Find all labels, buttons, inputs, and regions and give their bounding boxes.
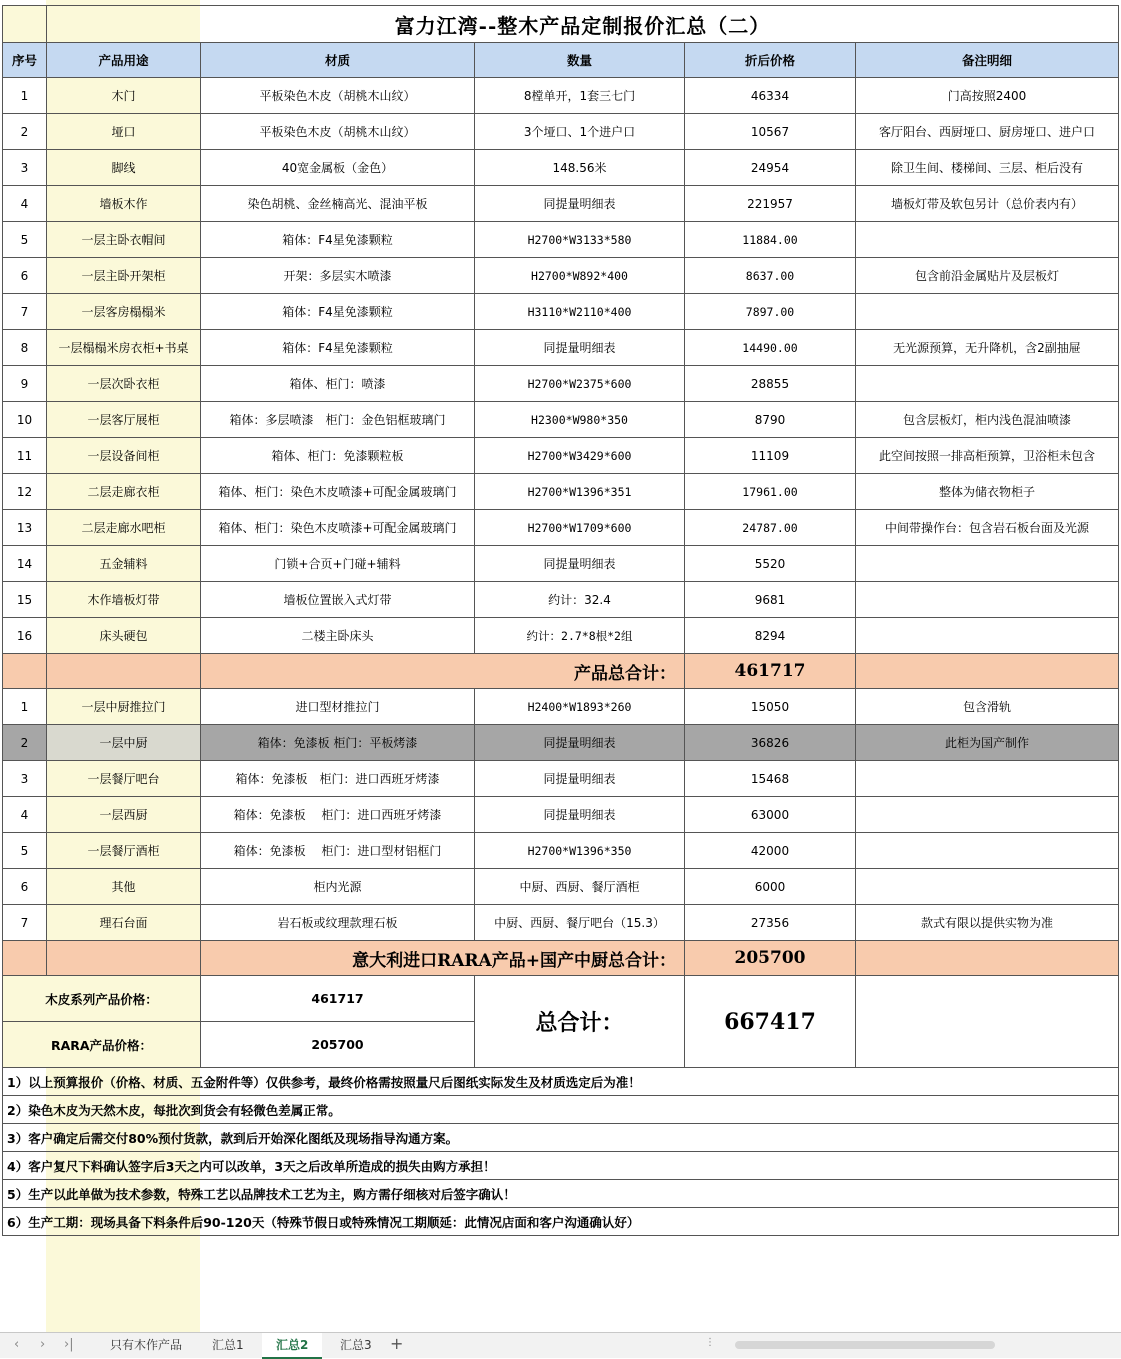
cell-quantity[interactable]: 约计：2.7*8根*2组 (475, 618, 685, 654)
cell-index[interactable]: 5 (3, 222, 47, 258)
cell-remark[interactable]: 包含层板灯，柜内浅色混油喷漆 (856, 402, 1119, 438)
horizontal-scrollbar[interactable] (735, 1341, 995, 1349)
column-header[interactable]: 数量 (475, 43, 685, 78)
grand-total-label[interactable]: 总合计： (475, 976, 685, 1068)
cell-remark[interactable]: 门高按照2400 (856, 78, 1119, 114)
cell-price[interactable]: 17961.00 (685, 474, 856, 510)
column-header[interactable]: 序号 (3, 43, 47, 78)
cell-material[interactable]: 墙板位置嵌入式灯带 (201, 582, 475, 618)
quote-table (2, 5, 1119, 1236)
cell-material[interactable]: 箱体：免漆板 柜门：进口西班牙烤漆 (201, 761, 475, 797)
cell-material[interactable]: 40宽金属板（金色） (201, 150, 475, 186)
note-text[interactable]: 5）生产以此单做为技术参数，特殊工艺以品牌技术工艺为主，购方需仔细核对后签字确认！ (3, 1180, 1119, 1208)
cell-remark[interactable]: 整体为储衣物柜子 (856, 474, 1119, 510)
cell-material[interactable]: 箱体：F4星免漆颗粒 (201, 222, 475, 258)
subtotal-row-1 (3, 654, 1119, 689)
cell-remark[interactable]: 无光源预算，无升降机，含2副抽屉 (856, 330, 1119, 366)
cell-price[interactable]: 14490.00 (685, 330, 856, 366)
cell-blank[interactable] (3, 654, 47, 689)
cell-index[interactable]: 6 (3, 258, 47, 294)
cell-remark[interactable] (856, 582, 1119, 618)
cell-usage[interactable]: 二层走廊水吧柜 (47, 510, 201, 546)
cell-material[interactable]: 箱体：免漆板 柜门：进口西班牙烤漆 (201, 797, 475, 833)
cell-usage[interactable]: 一层客房榻榻米 (47, 294, 201, 330)
note-row (3, 1124, 1119, 1152)
cell-index[interactable]: 13 (3, 510, 47, 546)
note-text[interactable]: 6）生产工期：现场具备下料条件后90-120天（特殊节假日或特殊情况工期顺延：此情况店面和客户沟通确认好） (3, 1208, 1119, 1236)
cell-remark[interactable]: 包含滑轨 (856, 689, 1119, 725)
cell-quantity[interactable]: 同提量明细表 (475, 761, 685, 797)
table-row (3, 438, 1119, 474)
note-text[interactable]: 3）客户确定后需交付80%预付货款，款到后开始深化图纸及现场指导沟通方案。 (3, 1124, 1119, 1152)
cell-usage[interactable]: 一层中厨 (47, 725, 201, 761)
table-row (3, 797, 1119, 833)
cell-index[interactable]: 15 (3, 582, 47, 618)
cell-usage[interactable]: 一层主卧衣帽间 (47, 222, 201, 258)
table-row (3, 833, 1119, 869)
subtotal-label[interactable]: 产品总合计： (201, 654, 685, 689)
cell-index[interactable]: 1 (3, 78, 47, 114)
cell-price[interactable]: 8790 (685, 402, 856, 438)
cell-price[interactable]: 221957 (685, 186, 856, 222)
cell-price[interactable]: 46334 (685, 78, 856, 114)
note-row (3, 1096, 1119, 1124)
table-row (3, 474, 1119, 510)
note-text[interactable]: 2）染色木皮为天然木皮，每批次到货会有轻微色差属正常。 (3, 1096, 1119, 1124)
cell-index[interactable]: 6 (3, 869, 47, 905)
cell-quantity[interactable]: 中厨、西厨、餐厅酒柜 (475, 869, 685, 905)
table-row (3, 761, 1119, 797)
table-row (3, 294, 1119, 330)
cell-index[interactable]: 16 (3, 618, 47, 654)
cell-material[interactable]: 箱体：免漆板 柜门：进口型材铝框门 (201, 833, 475, 869)
totals-row-1 (3, 976, 1119, 1022)
table-row (3, 582, 1119, 618)
cell-remark[interactable] (856, 366, 1119, 402)
cell-a1[interactable] (3, 6, 47, 43)
cell-usage[interactable]: 木作墙板灯带 (47, 582, 201, 618)
subtotal-value[interactable]: 205700 (685, 941, 856, 976)
cell-material[interactable]: 箱体：F4星免漆颗粒 (201, 294, 475, 330)
cell-quantity[interactable]: 同提量明细表 (475, 330, 685, 366)
subtotal-value[interactable]: 461717 (685, 654, 856, 689)
scroll-grip-icon: ⋮ (705, 1337, 715, 1348)
cell-usage[interactable]: 一层榻榻米房衣柜+书桌 (47, 330, 201, 366)
grand-total-value[interactable]: 667417 (685, 976, 856, 1068)
cell-price[interactable]: 5520 (685, 546, 856, 582)
table-row (3, 725, 1119, 761)
cell-price[interactable]: 9681 (685, 582, 856, 618)
cell-remark[interactable] (856, 761, 1119, 797)
cell-blank[interactable] (47, 941, 201, 976)
cell-quantity[interactable]: H2700*W892*400 (475, 258, 685, 294)
table-row (3, 186, 1119, 222)
cell-remark[interactable]: 此柜为国产制作 (856, 725, 1119, 761)
cell-remark[interactable] (856, 618, 1119, 654)
cell-usage[interactable]: 二层走廊衣柜 (47, 474, 201, 510)
note-row (3, 1180, 1119, 1208)
cell-material[interactable]: 箱体、柜门：染色木皮喷漆+可配金属玻璃门 (201, 474, 475, 510)
cell-index[interactable]: 2 (3, 114, 47, 150)
rara-price-value[interactable]: 205700 (201, 1022, 475, 1068)
cell-quantity[interactable]: H2400*W1893*260 (475, 689, 685, 725)
cell-quantity[interactable]: 同提量明细表 (475, 186, 685, 222)
cell-quantity[interactable]: H2700*W2375*600 (475, 366, 685, 402)
cell-index[interactable]: 7 (3, 905, 47, 941)
cell-price[interactable]: 11884.00 (685, 222, 856, 258)
cell-material[interactable]: 进口型材推拉门 (201, 689, 475, 725)
cell-blank[interactable] (47, 654, 201, 689)
table-row (3, 402, 1119, 438)
cell-blank[interactable] (3, 941, 47, 976)
cell-quantity[interactable]: 8樘单开，1套三七门 (475, 78, 685, 114)
cell-quantity[interactable]: 中厨、西厨、餐厅吧台（15.3） (475, 905, 685, 941)
cell-material[interactable]: 门锁+合页+门碰+辅料 (201, 546, 475, 582)
cell-index[interactable]: 9 (3, 366, 47, 402)
cell-remark[interactable]: 墙板灯带及软包另计（总价表内有） (856, 186, 1119, 222)
cell-remark[interactable]: 中间带操作台：包含岩石板台面及光源 (856, 510, 1119, 546)
cell-material[interactable]: 染色胡桃、金丝楠高光、混油平板 (201, 186, 475, 222)
cell-index[interactable]: 8 (3, 330, 47, 366)
cell-quantity[interactable]: H2700*W3133*580 (475, 222, 685, 258)
cell-usage[interactable]: 脚线 (47, 150, 201, 186)
cell-price[interactable]: 42000 (685, 833, 856, 869)
cell-price[interactable]: 15050 (685, 689, 856, 725)
cell-quantity[interactable]: 148.56米 (475, 150, 685, 186)
cell-index[interactable]: 5 (3, 833, 47, 869)
cell-index[interactable]: 12 (3, 474, 47, 510)
cell-price[interactable]: 24787.00 (685, 510, 856, 546)
cell-remark[interactable] (856, 546, 1119, 582)
page-title[interactable]: 富力江湾--整木产品定制报价汇总（二） (47, 6, 1119, 43)
table-row (3, 366, 1119, 402)
sheet-tab[interactable]: 汇总3 (340, 1338, 372, 1352)
cell-material[interactable]: 开架：多层实木喷漆 (201, 258, 475, 294)
note-row (3, 1152, 1119, 1180)
table-row (3, 618, 1119, 654)
cell-material[interactable]: 平板染色木皮（胡桃木山纹） (201, 78, 475, 114)
cell-usage[interactable]: 木门 (47, 78, 201, 114)
cell-remark[interactable]: 此空间按照一排高柜预算，卫浴柜未包含 (856, 438, 1119, 474)
sheet-tab-bar (0, 1332, 1121, 1358)
cell-quantity[interactable]: H2700*W3429*600 (475, 438, 685, 474)
note-text[interactable]: 4）客户复尺下料确认签字后3天之内可以改单，3天之后改单所造成的损失由购方承担！ (3, 1152, 1119, 1180)
cell-blank[interactable] (856, 941, 1119, 976)
cell-quantity[interactable]: H3110*W2110*400 (475, 294, 685, 330)
table-row (3, 330, 1119, 366)
cell-price[interactable]: 6000 (685, 869, 856, 905)
cell-price[interactable]: 10567 (685, 114, 856, 150)
cell-remark[interactable]: 除卫生间、楼梯间、三层、柜后没有 (856, 150, 1119, 186)
note-row (3, 1068, 1119, 1096)
cell-quantity[interactable]: H2300*W980*350 (475, 402, 685, 438)
cell-quantity[interactable]: H2700*W1396*351 (475, 474, 685, 510)
cell-remark[interactable] (856, 222, 1119, 258)
cell-price[interactable]: 28855 (685, 366, 856, 402)
cell-usage[interactable]: 一层西厨 (47, 797, 201, 833)
cell-quantity[interactable]: 同提量明细表 (475, 725, 685, 761)
cell-usage[interactable]: 垭口 (47, 114, 201, 150)
title-row (3, 6, 1119, 43)
table-row (3, 546, 1119, 582)
cell-quantity[interactable]: 同提量明细表 (475, 797, 685, 833)
cell-index[interactable]: 14 (3, 546, 47, 582)
cell-quantity[interactable]: 约计：32.4 (475, 582, 685, 618)
first-sheet-icon[interactable]: ‹ (14, 1337, 20, 1352)
cell-price[interactable]: 7897.00 (685, 294, 856, 330)
cell-quantity[interactable]: 3个垭口、1个进户口 (475, 114, 685, 150)
cell-usage[interactable]: 五金辅料 (47, 546, 201, 582)
wood-price-label[interactable]: 木皮系列产品价格： (3, 976, 201, 1022)
cell-blank[interactable] (856, 976, 1119, 1068)
cell-quantity[interactable]: H2700*W1709*600 (475, 510, 685, 546)
table-row (3, 689, 1119, 725)
cell-price[interactable]: 63000 (685, 797, 856, 833)
cell-remark[interactable]: 款式有限以提供实物为准 (856, 905, 1119, 941)
cell-material[interactable]: 箱体、柜门：喷漆 (201, 366, 475, 402)
cell-usage[interactable]: 其他 (47, 869, 201, 905)
wood-price-value[interactable]: 461717 (201, 976, 475, 1022)
cell-usage[interactable]: 一层餐厅酒柜 (47, 833, 201, 869)
cell-quantity[interactable]: H2700*W1396*350 (475, 833, 685, 869)
cell-price[interactable]: 8637.00 (685, 258, 856, 294)
cell-blank[interactable] (856, 654, 1119, 689)
sheet-tab[interactable]: 汇总2 (262, 1333, 322, 1359)
cell-material[interactable]: 箱体、柜门：染色木皮喷漆+可配金属玻璃门 (201, 510, 475, 546)
subtotal-row-2 (3, 941, 1119, 976)
sheet-tab[interactable]: 汇总1 (212, 1338, 244, 1352)
table-row (3, 905, 1119, 941)
cell-usage[interactable]: 一层中厨推拉门 (47, 689, 201, 725)
cell-remark[interactable] (856, 294, 1119, 330)
column-header[interactable]: 备注明细 (856, 43, 1119, 78)
cell-index[interactable]: 7 (3, 294, 47, 330)
cell-remark[interactable]: 客厅阳台、西厨垭口、厨房垭口、进户口 (856, 114, 1119, 150)
cell-material[interactable]: 箱体：F4星免漆颗粒 (201, 330, 475, 366)
cell-index[interactable]: 4 (3, 186, 47, 222)
table-row (3, 114, 1119, 150)
table-row (3, 150, 1119, 186)
cell-usage[interactable]: 一层主卧开架柜 (47, 258, 201, 294)
rara-price-label[interactable]: RARA产品价格： (3, 1022, 201, 1068)
table-row (3, 869, 1119, 905)
cell-price[interactable]: 11109 (685, 438, 856, 474)
cell-usage[interactable]: 一层客厅展柜 (47, 402, 201, 438)
subtotal-label[interactable]: 意大利进口RARA产品+国产中厨总合计： (201, 941, 685, 976)
cell-remark[interactable] (856, 869, 1119, 905)
cell-remark[interactable] (856, 797, 1119, 833)
column-header[interactable]: 产品用途 (47, 43, 201, 78)
cell-remark[interactable] (856, 833, 1119, 869)
cell-index[interactable]: 4 (3, 797, 47, 833)
table-row (3, 510, 1119, 546)
cell-material[interactable]: 箱体、柜门：免漆颗粒板 (201, 438, 475, 474)
cell-material[interactable]: 二楼主卧床头 (201, 618, 475, 654)
cell-usage[interactable]: 一层设备间柜 (47, 438, 201, 474)
note-text[interactable]: 1）以上预算报价（价格、材质、五金附件等）仅供参考，最终价格需按照量尺后图纸实际发生及材质选定后为准！ (3, 1068, 1119, 1096)
cell-index[interactable]: 3 (3, 150, 47, 186)
note-row (3, 1208, 1119, 1236)
last-sheet-icon[interactable]: ›| (64, 1337, 74, 1352)
cell-material[interactable]: 箱体：多层喷漆 柜门：金色铝框玻璃门 (201, 402, 475, 438)
cell-price[interactable]: 27356 (685, 905, 856, 941)
next-sheet-icon[interactable]: › (40, 1337, 46, 1352)
add-sheet-icon[interactable]: + (390, 1334, 404, 1353)
cell-material[interactable]: 箱体：免漆板 柜门：平板烤漆 (201, 725, 475, 761)
cell-usage[interactable]: 理石台面 (47, 905, 201, 941)
cell-quantity[interactable]: 同提量明细表 (475, 546, 685, 582)
header-row (3, 43, 1119, 78)
sheet-tab[interactable]: 只有木作产品 (110, 1338, 183, 1352)
cell-index[interactable]: 2 (3, 725, 47, 761)
cell-usage[interactable]: 一层餐厅吧台 (47, 761, 201, 797)
cell-price[interactable]: 36826 (685, 725, 856, 761)
cell-price[interactable]: 24954 (685, 150, 856, 186)
cell-price[interactable]: 8294 (685, 618, 856, 654)
cell-material[interactable]: 岩石板或纹理款理石板 (201, 905, 475, 941)
column-header[interactable]: 材质 (201, 43, 475, 78)
cell-index[interactable]: 3 (3, 761, 47, 797)
cell-index[interactable]: 11 (3, 438, 47, 474)
table-row (3, 222, 1119, 258)
table-row (3, 258, 1119, 294)
column-header[interactable]: 折后价格 (685, 43, 856, 78)
cell-remark[interactable]: 包含前沿金属贴片及层板灯 (856, 258, 1119, 294)
cell-usage[interactable]: 床头硬包 (47, 618, 201, 654)
table-row (3, 78, 1119, 114)
cell-material[interactable]: 平板染色木皮（胡桃木山纹） (201, 114, 475, 150)
cell-price[interactable]: 15468 (685, 761, 856, 797)
cell-index[interactable]: 1 (3, 689, 47, 725)
cell-material[interactable]: 柜内光源 (201, 869, 475, 905)
cell-index[interactable]: 10 (3, 402, 47, 438)
cell-usage[interactable]: 一层次卧衣柜 (47, 366, 201, 402)
cell-usage[interactable]: 墙板木作 (47, 186, 201, 222)
